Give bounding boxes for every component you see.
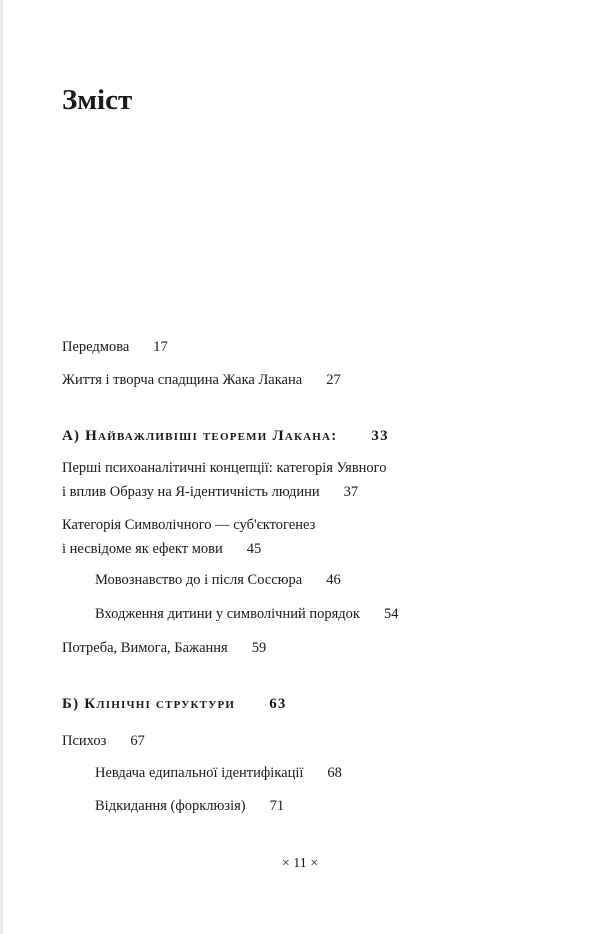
toc-section-b[interactable] [62,692,287,716]
page-number: 45 [246,541,262,557]
page-number: 63 [269,696,287,712]
entry-text: Б) Клінічні структури [62,696,236,712]
toc-subentry[interactable] [95,568,341,592]
page-number: 27 [326,372,341,388]
page-number: 46 [326,572,341,588]
page-number: 67 [130,733,145,749]
entry-text: Життя і творча спадщина Жака Лакана [62,372,303,388]
entry-text: Перші психоаналітичні концепції: категорія Уявного [62,460,387,476]
entry-text-line2: і вплив Образу на Я-ідентичність людини [62,484,320,500]
page-number: 37 [343,484,359,500]
toc-subentry[interactable] [95,794,284,818]
entry-text: Входження дитини у символічний порядок [95,606,360,622]
toc-entry[interactable] [62,729,145,753]
page-number: 68 [327,765,342,781]
toc-subentry[interactable] [95,761,342,785]
toc-section-a[interactable] [62,424,389,448]
toc-entry[interactable] [62,636,266,660]
page-title: Зміст [62,84,133,116]
page-number: 54 [383,606,399,622]
toc-entry[interactable] [62,513,315,561]
entry-text: Категорія Символічного — суб'єктогенез [62,517,316,533]
entry-text: Мовознавство до і після Соссюра [95,572,303,588]
page-edge [0,0,3,934]
toc-entry[interactable] [62,335,168,359]
entry-text: А) Найважливіші теореми Лакана: [62,428,338,444]
page-number: 33 [371,428,389,444]
page-number: 71 [269,798,285,814]
toc-entry[interactable] [62,368,341,392]
entry-text: Психоз [62,733,107,749]
page-folio: × 11 × [281,856,319,871]
page-number: 59 [251,640,267,656]
toc-subentry[interactable] [95,602,398,626]
entry-text: Відкидання (форклюзія) [95,798,246,814]
entry-text: Невдача едипальної ідентифікації [95,765,304,781]
entry-text-line2: і несвідоме як ефект мови [62,541,223,557]
entry-text: Передмова [62,339,130,355]
toc-entry[interactable] [62,456,387,504]
page-number: 17 [153,339,168,355]
entry-text: Потреба, Вимога, Бажання [62,640,228,656]
